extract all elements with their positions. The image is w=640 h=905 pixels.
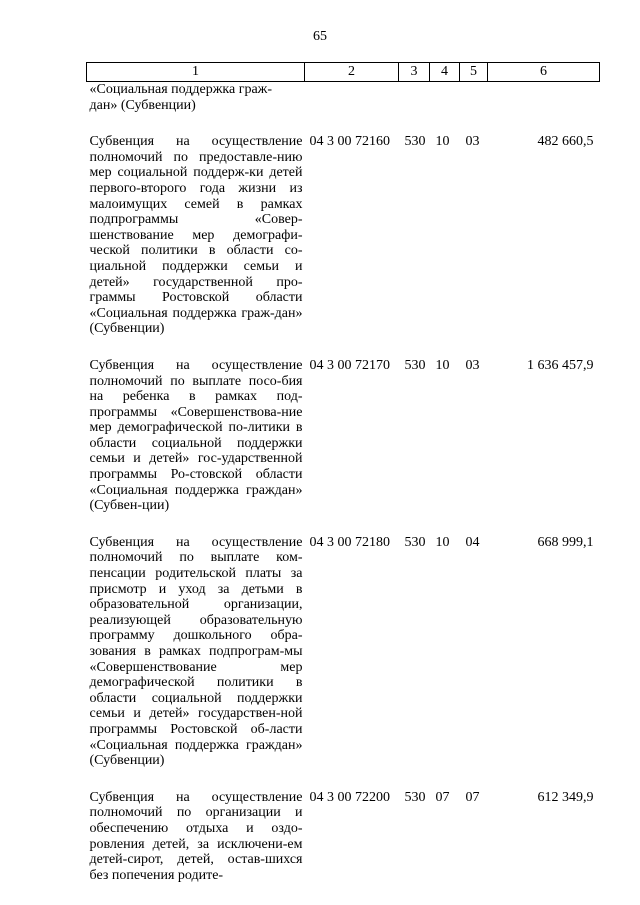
header-row [87,63,600,82]
row-pr [460,82,488,114]
row-amount [488,82,600,114]
row-amount: 1 636 457,9 [527,357,594,373]
column-header-description: 1 [87,63,305,82]
row-pr: 04 [465,534,480,550]
row-vr: 530 [404,357,426,373]
table-header [87,63,600,82]
row-code: 04 3 00 72160 [309,134,390,150]
column-header-code: 2 [305,63,399,82]
table-row [87,358,600,514]
page-number: 65 [313,29,327,44]
row-code [305,82,399,114]
row-spacer [87,337,600,358]
column-header-rz: 4 [430,63,460,82]
row-amount: 612 349,9 [537,789,594,805]
row-description: Субвенция на осуществление полномочий по выплате ком-пенсации родительской платы за присмотр и уход за детьми в образовательной организации, реализующей образовательную программу дошкольного обра-зования в рамках подпрограм-мы «Совершенствование мер демографической политики в области социальной поддержки семьи и детей» государствен-ной программы Ростовской об-ласти «Социальная поддержка граждан» (Субвенции) [89,534,303,769]
row-amount: 668 999,1 [537,534,594,550]
table-body [87,82,600,884]
row-code: 04 3 00 72180 [309,534,390,550]
row-vr: 530 [404,134,426,150]
row-vr: 530 [404,534,426,550]
row-rz: 10 [435,534,450,550]
row-spacer [87,769,600,790]
row-amount: 482 660,5 [537,134,594,150]
row-pr: 03 [465,357,480,373]
table-row [87,535,600,769]
table-row [87,82,600,114]
row-spacer [87,514,600,535]
row-code: 04 3 00 72170 [309,357,390,373]
budget-table [86,62,600,883]
row-code: 04 3 00 72200 [309,789,390,805]
row-description: «Социальная поддержка граж- дан» (Субвенции) [89,82,272,113]
column-header-amount: 6 [488,63,600,82]
row-description: Субвенция на осуществление полномочий по выплате посо-бия на ребенка в рамках под-программы «Совершенствова-ние мер демографической по-литики в области социальной поддержки семьи и детей» гос-ударственной программы Ро-стовской области «Социальная поддержка граждан» (Субвен-ции) [89,357,303,514]
column-header-pr: 5 [460,63,488,82]
column-header-vr: 3 [399,63,430,82]
row-rz [430,82,460,114]
row-spacer [87,113,600,134]
table-row [87,134,600,337]
row-rz: 10 [435,357,450,373]
row-rz: 10 [435,134,450,150]
row-vr [399,82,430,114]
row-pr: 07 [465,789,480,805]
row-pr: 03 [465,134,480,150]
row-description: Субвенция на осуществление полномочий по организации и обеспечению отдыха и оздо-ровления детей, за исключени-ем детей-сирот, детей, остав-шихся без попечения родите- [89,789,303,883]
row-rz: 07 [435,789,450,805]
row-vr: 530 [404,789,426,805]
table-row [87,790,600,884]
row-description: Субвенция на осуществление полномочий по предоставле-нию мер социальной поддерж-ки детей первого-второго года жизни из малоимущих семей в рамках подпрограммы «Совер-шенствование мер демографи-ческой политики в области со-циальной поддержки семьи и детей» государственной про-граммы Ростовской области «Социальная поддержка граж-дан» (Субвенции) [89,134,303,337]
